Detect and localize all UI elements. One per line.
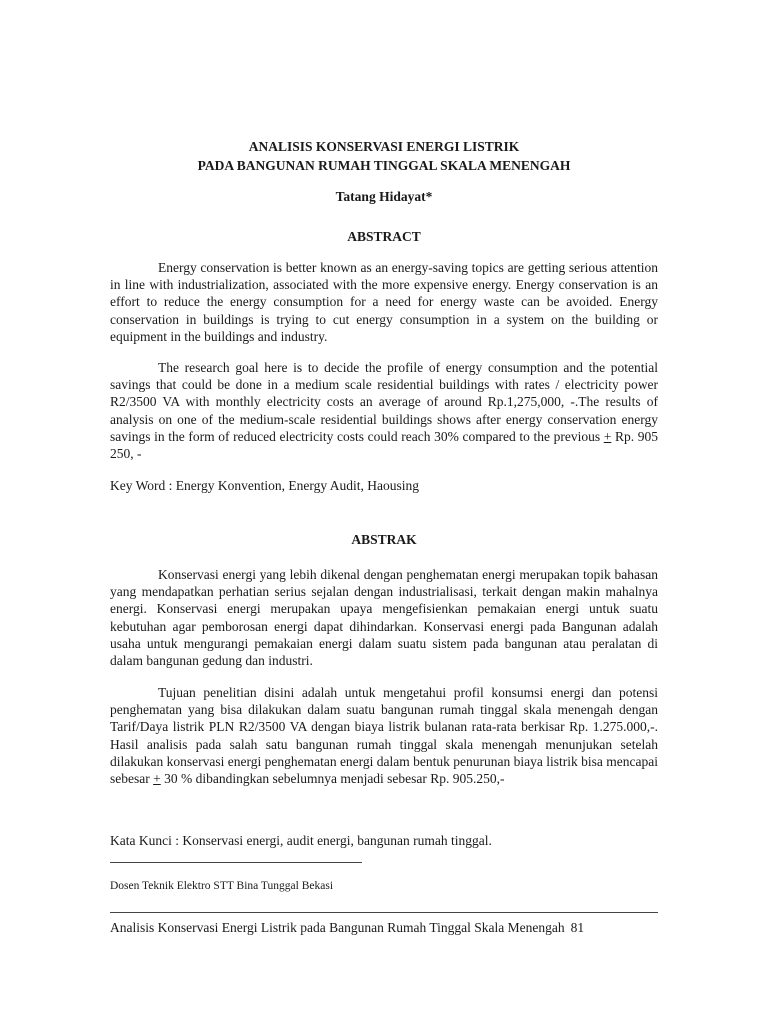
title-line-2: PADA BANGUNAN RUMAH TINGGAL SKALA MENENGAH [197, 158, 571, 173]
title-line-1: ANALISIS KONSERVASI ENERGI LISTRIK [248, 139, 520, 154]
abstrak-paragraph-2-end: 30 % dibandingkan sebelumnya menjadi sebesar Rp. 905.250,- [160, 771, 505, 787]
abstract-paragraph-2-text: The research goal here is to decide the profile of energy consumption and the potential savings that could be done in a medium scale residential buildings with rates / electricity power R2/3500 VA with monthly electricity costs an average of around Rp.1,275,000, -.The results of analysis on one of the medium-scale residential buildings shows after energy conservation energy savings in the form of reduced electricity costs could reach 30% compared to the previous [110, 360, 658, 444]
footnote-divider [110, 862, 362, 863]
running-title: Analisis Konservasi Energi Listrik pada Bangunan Rumah Tinggal Skala Menengah [110, 920, 565, 935]
page-footer [110, 920, 658, 936]
keywords-id: Kata Kunci : Konservasi energi, audit energi, bangunan rumah tinggal. [110, 833, 492, 848]
abstrak-heading: ABSTRAK [351, 532, 417, 547]
plus-minus-symbol: + [603, 428, 612, 444]
abstrak-paragraph-2-text: Tujuan penelitian disini adalah untuk mengetahui profil konsumsi energi dan potensi penghematan yang bisa dilakukan dalam suatu bangunan rumah tinggal skala menengah dengan Tarif/Daya listrik PLN R2/3500 VA dengan biaya listrik bulanan rata-rata berkisar Rp. 1.275.000,-. Hasil analisis pada salah satu bangunan rumah tinggal skala menengah menunjukan setelah dilakukan konservasi energi penghematan energi dalam bentuk penurunan biaya listrik bisa mencapai sebesar [110, 685, 658, 787]
author-name: Tatang Hidayat* [335, 189, 433, 204]
footer-divider [110, 912, 658, 913]
abstrak-paragraph-2 [110, 684, 658, 787]
author-footnote: Dosen Teknik Elektro STT Bina Tunggal Bekasi [110, 880, 334, 892]
abstract-paragraph-1: Energy conservation is better known as an energy-saving topics are getting serious attention in line with industrialization, associated with the more expensive energy. Energy conservation is an effort to reduce the energy consumption for a need for energy waste can be avoided. Energy conservation in buildings is trying to cut energy consumption in a system on the building or equipment in the buildings and industry. [110, 260, 658, 344]
abstrak-paragraph-1: Konservasi energi yang lebih dikenal dengan penghematan energi merupakan topik bahasan yang mendapatkan perhatian serius sejalan dengan industrialisasi, terkait dengan makin mahalnya energi. Konservasi energi merupakan upaya mengefisienkan pemakaian energi untuk suatu kebutuhan agar pemborosan energi dapat dihindarkan. Konservasi energi pada Bangunan adalah usaha untuk mengurangi pemakaian energi dalam suatu sistem pada bangunan atau peralatan di dalam bangunan gedung dan industri. [110, 567, 658, 669]
abstract-heading: ABSTRACT [347, 229, 421, 244]
abstract-paragraph-2-end: Rp. 905 250, - [110, 428, 658, 462]
paper-title [110, 137, 658, 175]
plus-minus-symbol-id: + [153, 771, 161, 787]
keywords-en: Key Word : Energy Konvention, Energy Audit, Haousing [110, 478, 420, 493]
page-number: 81 [570, 920, 585, 935]
document-page [110, 0, 658, 1024]
abstract-paragraph-2 [110, 359, 658, 462]
